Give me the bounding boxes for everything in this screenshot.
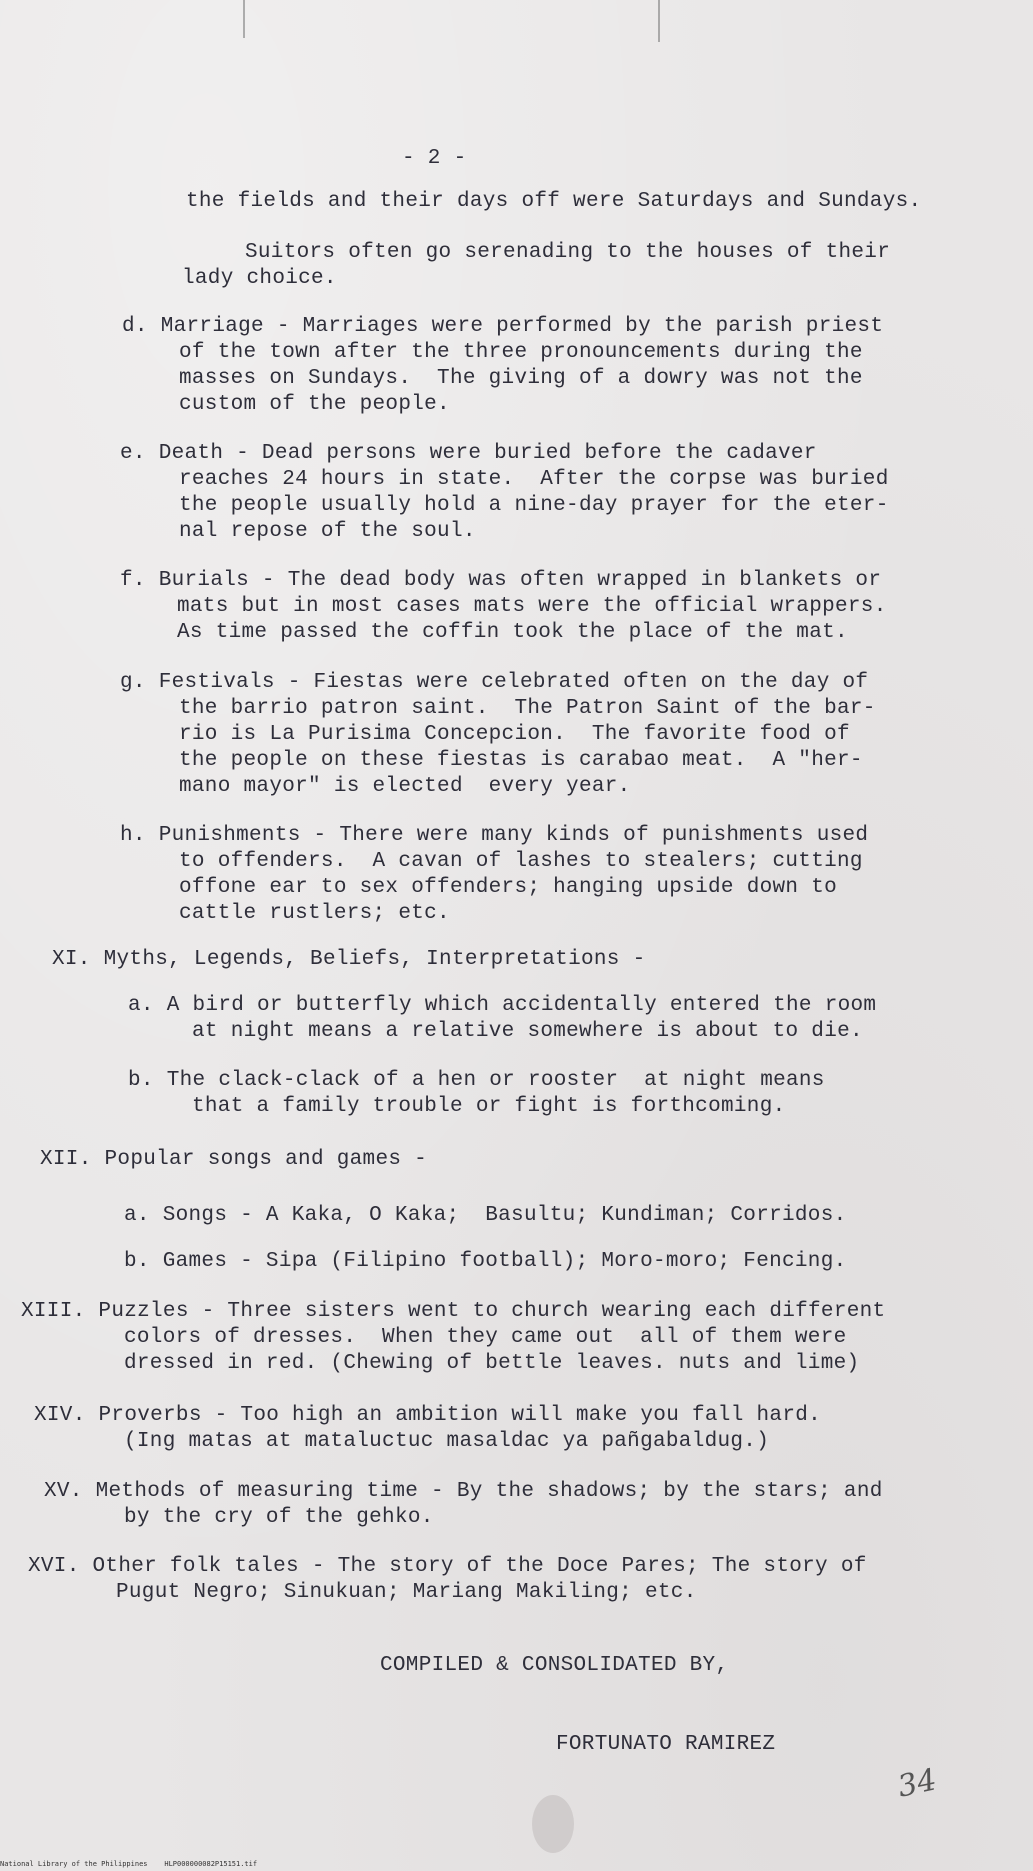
ink-smudge <box>532 1795 574 1853</box>
text-line: masses on Sundays. The giving of a dowry was not the <box>179 367 863 390</box>
staple-mark <box>243 0 245 38</box>
text-line: lady choice. <box>182 267 337 290</box>
section-heading: XV. Methods of measuring time - By the shadows; by the stars; and <box>44 1480 883 1503</box>
compiled-by-label: COMPILED & CONSOLIDATED BY, <box>380 1654 729 1677</box>
section-heading: XII. Popular songs and games - <box>40 1148 428 1171</box>
text-line: at night means a relative somewhere is about to die. <box>192 1020 863 1043</box>
section-heading: XVI. Other folk tales - The story of the Doce Pares; The story of <box>28 1555 867 1578</box>
text-line: As time passed the coffin took the place of the mat. <box>177 621 848 644</box>
text-line: mano mayor" is elected every year. <box>179 775 631 798</box>
section-heading: XI. Myths, Legends, Beliefs, Interpretations - <box>52 948 646 971</box>
text-line: that a family trouble or fight is forthcoming. <box>192 1095 786 1118</box>
text-line: by the cry of the gehko. <box>124 1506 434 1529</box>
text-line: f. Burials - The dead body was often wrapped in blankets or <box>120 569 882 592</box>
text-line: d. Marriage - Marriages were performed by the parish priest <box>122 315 884 338</box>
text-line: the people on these fiestas is carabao meat. A "her- <box>179 749 863 772</box>
text-line: dressed in red. (Chewing of bettle leaves. nuts and lime) <box>124 1352 860 1375</box>
text-line: cattle rustlers; etc. <box>179 902 450 925</box>
text-line: offone ear to sex offenders; hanging upside down to <box>179 876 838 899</box>
text-line: Pugut Negro; Sinukuan; Mariang Makiling; etc. <box>116 1581 697 1604</box>
text-line: mats but in most cases mats were the official wrappers. <box>177 595 887 618</box>
handwritten-page-mark: 34 <box>894 1762 940 1805</box>
page-number: - 2 - <box>402 147 467 170</box>
text-line: (Ing matas at mataluctuc masaldac ya pañgabaldug.) <box>124 1430 770 1453</box>
text-line: e. Death - Dead persons were buried before the cadaver <box>120 442 817 465</box>
text-line: rio is La Purisima Concepcion. The favorite food of <box>179 723 850 746</box>
text-line: nal repose of the soul. <box>179 520 476 543</box>
section-heading: XIV. Proverbs - Too high an ambition will make you fall hard. <box>34 1404 822 1427</box>
archive-footer: National Library of the Philippines HLP000000082P15151.tif <box>0 1860 258 1868</box>
text-line: a. Songs - A Kaka, O Kaka; Basultu; Kundiman; Corridos. <box>124 1204 847 1227</box>
text-line: Suitors often go serenading to the houses of their <box>245 241 891 264</box>
section-heading: XIII. Puzzles - Three sisters went to church wearing each different <box>21 1300 886 1323</box>
text-line: the people usually hold a nine-day prayer for the eter- <box>179 494 889 517</box>
text-line: b. The clack-clack of a hen or rooster at night means <box>128 1069 825 1092</box>
text-line: custom of the people. <box>179 393 450 416</box>
text-line: of the town after the three pronouncements during the <box>179 341 863 364</box>
staple-mark <box>658 0 660 42</box>
text-line: b. Games - Sipa (Filipino football); Moro-moro; Fencing. <box>124 1250 847 1273</box>
text-line: the fields and their days off were Saturdays and Sundays. <box>186 190 922 213</box>
text-line: colors of dresses. When they came out all of them were <box>124 1326 847 1349</box>
text-line: h. Punishments - There were many kinds of punishments used <box>120 824 869 847</box>
author-name: FORTUNATO RAMIREZ <box>556 1733 776 1756</box>
text-line: a. A bird or butterfly which accidentally entered the room <box>128 994 877 1017</box>
text-line: the barrio patron saint. The Patron Saint of the bar- <box>179 697 876 720</box>
text-line: g. Festivals - Fiestas were celebrated often on the day of <box>120 671 869 694</box>
text-line: reaches 24 hours in state. After the corpse was buried <box>179 468 889 491</box>
text-line: to offenders. A cavan of lashes to stealers; cutting <box>179 850 863 873</box>
